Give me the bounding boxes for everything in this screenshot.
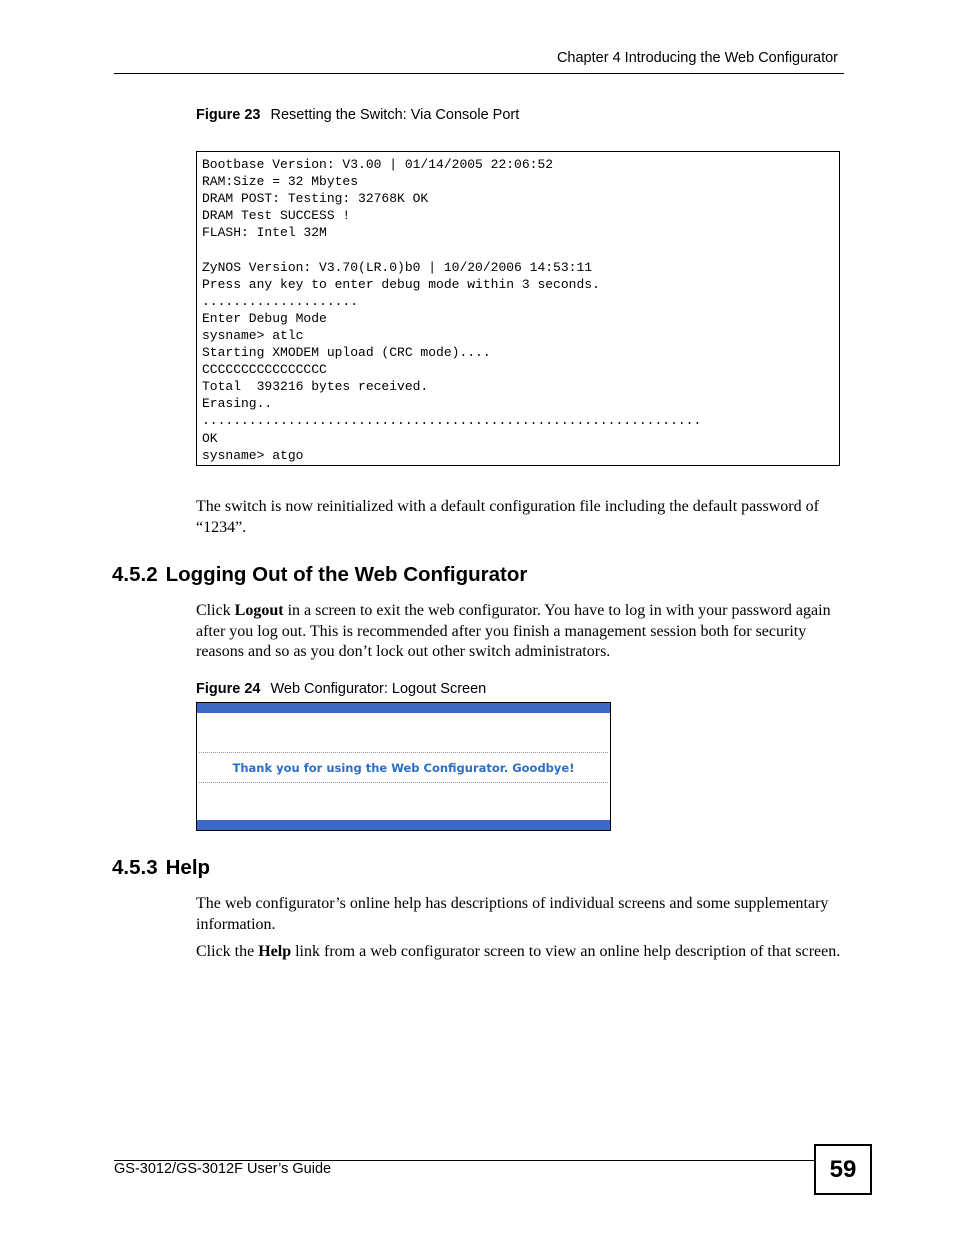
console-line: RAM:Size = 32 Mbytes — [202, 174, 359, 190]
help-paragraph-1: The web configurator’s online help has descriptions of individual screens and some supplementary information. — [196, 895, 829, 933]
header-rule — [114, 73, 844, 74]
console-line: Bootbase Version: V3.00 | 01/14/2005 22:06:52 — [202, 157, 554, 172]
section-heading-logout — [112, 563, 527, 587]
console-line: ................................................................ — [202, 413, 702, 429]
reinit-paragraph: The switch is now reinitialized with a default configuration file including the default password of “1234”. — [196, 498, 819, 536]
console-line: Press any key to enter debug mode within 3 seconds. — [202, 276, 600, 292]
logout-term: Logout — [234, 602, 284, 619]
console-line: Enter Debug Mode — [202, 310, 327, 326]
console-line: DRAM Test SUCCESS ! — [202, 208, 351, 224]
section-number: 4.5.2 — [112, 563, 158, 586]
console-line: FLASH: Intel 32M — [202, 225, 327, 241]
section-number: 4.5.3 — [112, 856, 158, 879]
console-line: sysname> atlc — [202, 327, 304, 343]
help-term: Help — [258, 943, 292, 960]
console-line: CCCCCCCCCCCCCCCC — [202, 362, 327, 378]
divider — [199, 752, 608, 753]
footer-guide-title: GS-3012/GS-3012F User’s Guide — [114, 1161, 332, 1177]
figure-23-caption — [196, 107, 519, 123]
figure-24-caption — [196, 681, 486, 697]
console-line: .................... — [202, 293, 359, 309]
console-line — [202, 241, 839, 258]
goodbye-message: Thank you for using the Web Configurator. Goodbye! — [232, 761, 575, 775]
help-paragraph-2: Click the Help link from a web configurator screen to view an online help description of that screen. — [196, 943, 841, 960]
section-title: Help — [165, 856, 211, 879]
console-line: sysname> atgo — [202, 447, 304, 463]
figure-23-title: Resetting the Switch: Via Console Port — [270, 107, 520, 123]
console-line: OK — [202, 430, 218, 446]
console-line: DRAM POST: Testing: 32768K OK — [202, 191, 429, 207]
logout-paragraph: Click Logout in a screen to exit the web configurator. You have to log in with your password again after you log out. This is recommended after you finish a management session both for security reasons and so as you don’t lock out other switch administrators. — [196, 602, 831, 660]
running-head: Chapter 4 Introducing the Web Configurator — [556, 50, 838, 66]
logout-screen-bottom-bar — [197, 820, 610, 830]
console-line: Erasing.. — [202, 396, 273, 412]
console-output — [196, 151, 840, 466]
section-heading-help — [112, 856, 210, 880]
console-line: Starting XMODEM upload (CRC mode).... — [202, 345, 491, 361]
figure-23-label: Figure 23 — [196, 107, 261, 123]
page-number: 59 — [814, 1144, 872, 1195]
figure-24-label: Figure 24 — [196, 681, 261, 697]
console-line: Total 393216 bytes received. — [202, 379, 429, 395]
divider — [199, 782, 608, 783]
figure-24-title: Web Configurator: Logout Screen — [270, 681, 487, 697]
logout-screen-top-bar — [197, 703, 610, 713]
section-title: Logging Out of the Web Configurator — [165, 563, 528, 586]
console-line: ZyNOS Version: V3.70(LR.0)b0 | 10/20/2006 14:53:11 — [202, 259, 593, 275]
logout-screen — [196, 702, 611, 831]
